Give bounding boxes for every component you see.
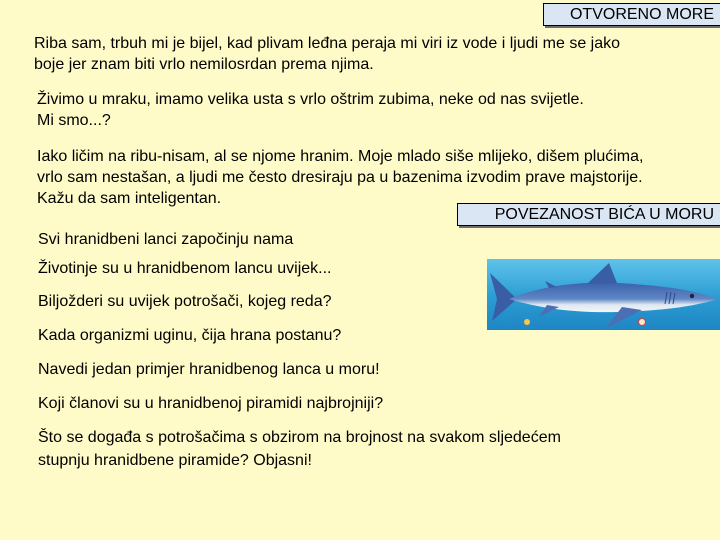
riddle-paragraph-2: [37, 89, 584, 131]
small-fish-icon: [639, 319, 646, 326]
section-tag-connection: POVEZANOST BIĆA U MORU: [457, 203, 720, 226]
riddle-paragraph-3: [37, 146, 643, 209]
text-line: Mi smo...?: [37, 112, 111, 129]
text-line: Kažu da sam inteligentan.: [37, 190, 222, 207]
shark-dorsal-fin: [587, 263, 617, 284]
shark-illustration: [487, 259, 720, 330]
question-item: Kada organizmi uginu, čija hrana postanu?: [38, 327, 342, 344]
text-line: Riba sam, trbuh mi je bijel, kad plivam leđna peraja mi viri iz vode i ljudi me se jako: [34, 35, 621, 52]
question-item: Životinje su u hranidbenom lancu uvijek...: [38, 260, 332, 277]
shark-tail: [490, 273, 517, 321]
title-tag-open-sea: OTVORENO MORE: [543, 3, 720, 26]
question-item: Što se događa s potrošačima s obzirom na brojnost na svakom sljedećem: [38, 429, 561, 446]
question-item: Svi hranidbeni lanci započinju nama: [38, 231, 294, 248]
text-line: Iako ličim na ribu-nisam, al se njome hranim. Moje mlado siše mlijeko, dišem plućima,: [37, 148, 644, 165]
text-line: boje jer znam biti vrlo nemilosrdan prema njima.: [34, 56, 374, 73]
shark-body: [509, 283, 718, 313]
question-item: stupnju hranidbene piramide? Objasni!: [38, 452, 312, 469]
riddle-paragraph-1: [34, 33, 620, 75]
small-fish-icon: [524, 319, 530, 325]
question-item: Biljožderi su uvijek potrošači, kojeg reda?: [38, 293, 332, 310]
question-item: Navedi jedan primjer hranidbenog lanca u moru!: [38, 361, 380, 378]
text-line: vrlo sam nestašan, a ljudi me često dresiraju pa u bazenima izvodim prave majstorije.: [37, 169, 643, 186]
shark-eye: [690, 294, 694, 298]
text-line: Živimo u mraku, imamo velika usta s vrlo oštrim zubima, neke od nas svijetle.: [37, 91, 584, 108]
question-item: Koji članovi su u hranidbenoj piramidi najbrojniji?: [38, 395, 384, 412]
shark-second-dorsal-fin: [545, 281, 557, 288]
shark-image: [487, 259, 720, 330]
